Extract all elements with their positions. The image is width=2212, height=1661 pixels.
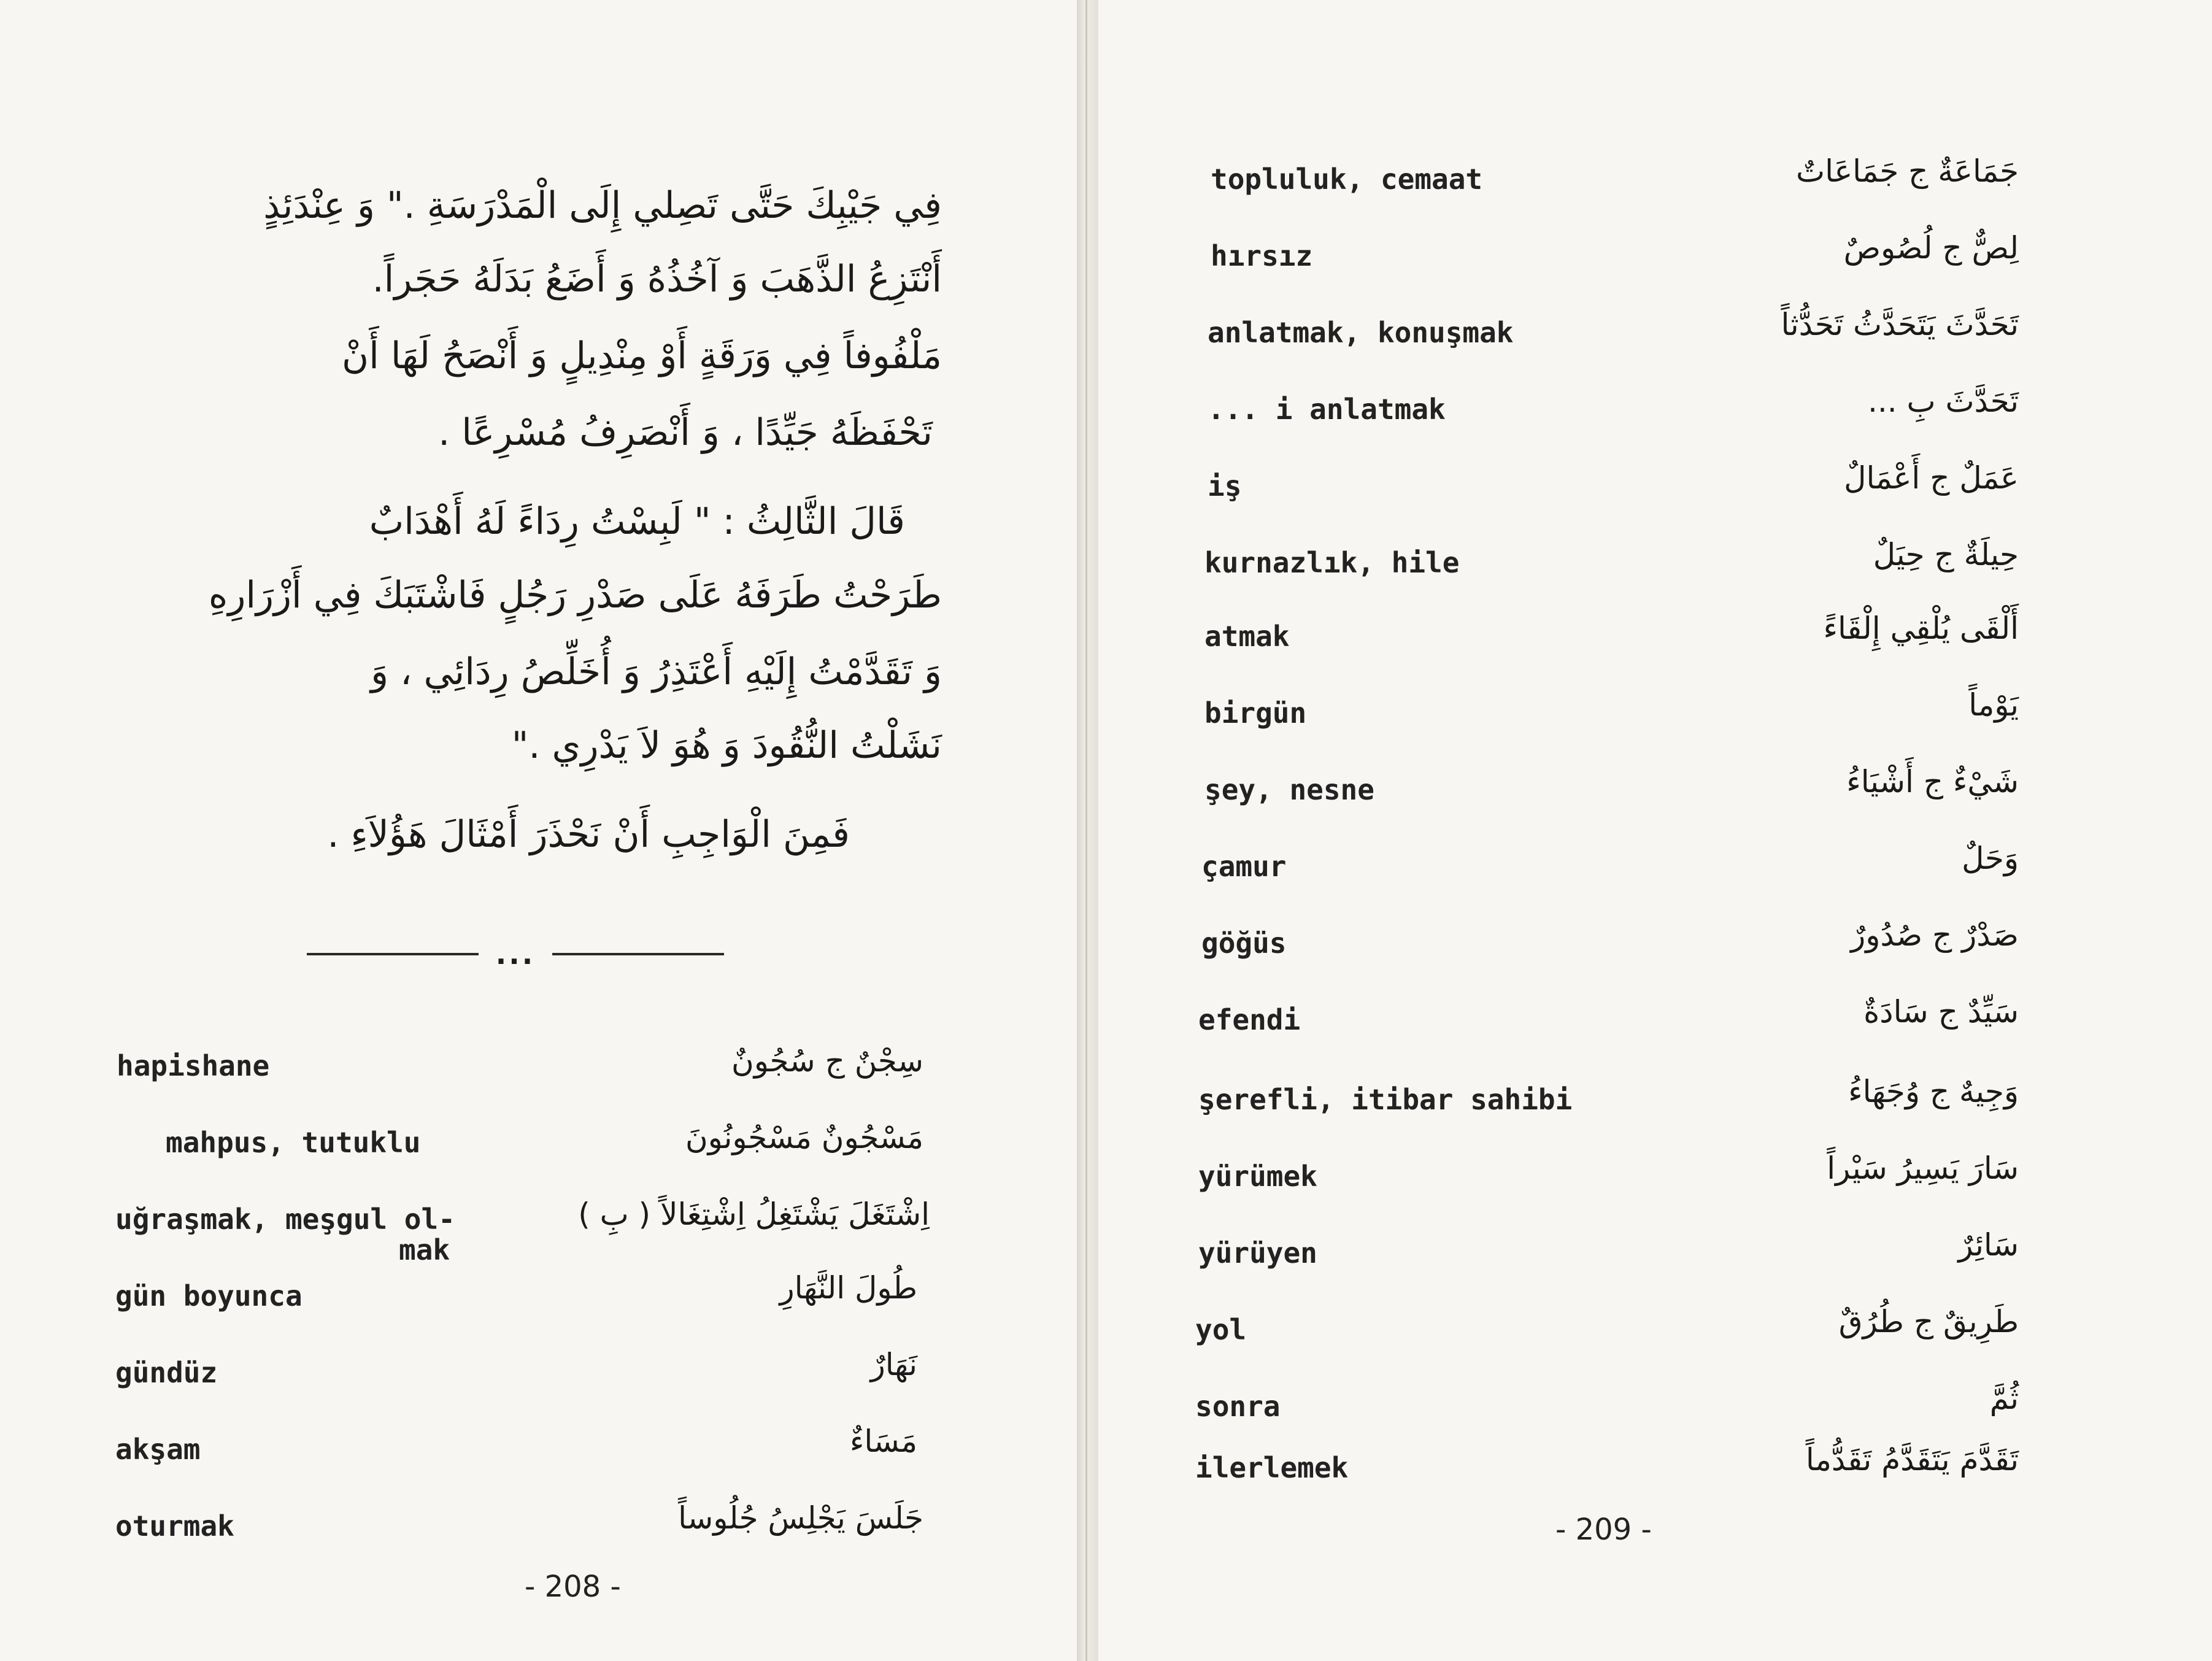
vocab-tr-hapishane: hapishane [117,1049,270,1082]
vocab-tr-yuruyen: yürüyen [1198,1236,1317,1270]
passage-line-3: مَلْفُوفاً فِي وَرَقَةٍ أَوْ مِنْدِيلٍ وَ أَنْصَحُ لَهَا أَنْ [342,334,942,377]
vocab-tr-mahpus: mahpus, tutuklu [166,1126,421,1159]
vocab-tr-sonra: sonra [1195,1390,1281,1423]
vocab-tr-kurnazlik: kurnazlık, hile [1204,546,1460,579]
vocab-ar-sey: شَيْءٌ ج أَشْيَاءُ [1846,764,2019,800]
vocab-ar-kurnazlik: حِيلَةٌ ج حِيَلٌ [1873,537,2019,572]
vocab-ar-sonra: ثُمَّ [1989,1381,2019,1416]
book-gutter [1077,0,1098,1661]
vocab-tr-birgun: birgün [1204,696,1307,730]
vocab-tr-efendi: efendi [1198,1003,1301,1036]
vocab-tr-i-anlatmak: ... i anlatmak [1208,393,1446,426]
vocab-tr-topluluk: topluluk, cemaat [1211,163,1483,196]
vocab-ar-atmak: أَلْقَى يُلْقِي إِلْقَاءً [1823,611,2019,646]
passage-line-1: فِي جَيْبِكَ حَتَّى تَصِلي إِلَى الْمَدْرَسَةِ ." وَ عِنْدَئِذٍ [263,184,942,227]
vocab-ar-ugrasmak: اِشْتَغَلَ يَشْتَغِلُ اِشْتِغَالاً ( بِ ) [578,1197,930,1232]
passage-line-6: طَرَحْتُ طَرَفَهُ عَلَى صَدْرِ رَجُلٍ فَاشْتَبَكَ فِي أَزْرَارِهِ [208,574,942,617]
passage-line-4: تَحْفَظَهُ جَيِّدًا ، وَ أَنْصَرِفُ مُسْرِعًا . [438,411,933,454]
vocab-ar-gogus: صَدْرٌ ج صُدُورٌ [1851,917,2019,953]
vocab-tr-yol: yol [1195,1313,1247,1346]
page-number-left: - 208 - [525,1570,621,1604]
left-page [0,0,1077,1661]
vocab-tr-hirsiz: hırsız [1211,239,1313,272]
vocab-ar-i-anlatmak: تَحَدَّثَ بِ ... [1867,383,2019,419]
passage-line-2: أَنْتَزِعُ الذَّهَبَ وَ آخُذُهُ وَ أَضَعُ بَدَلَهُ حَجَراً. [372,258,942,301]
vocab-ar-is: عَمَلٌ ج أَعْمَالٌ [1844,460,2019,496]
vocab-tr-sey: şey, nesne [1204,773,1374,806]
vocab-ar-hirsiz: لِصٌّ ج لُصُوصٌ [1843,230,2019,266]
vocab-ar-birgun: يَوْماً [1968,687,2019,723]
vocab-tr-anlatmak: anlatmak, konuşmak [1208,316,1514,349]
vocab-ar-gun-boyunca: طُولَ النَّهَارِ [779,1270,917,1306]
vocab-ar-aksam: مَسَاءٌ [849,1424,917,1459]
passage-line-9: فَمِنَ الْوَاجِبِ أَنْ نَحْذَرَ أَمْثَالَ هَؤُلاَءِ . [327,813,850,856]
vocab-tr-serefli: şerefli, itibar sahibi [1198,1083,1573,1116]
vocab-tr-oturmak: oturmak [115,1509,234,1543]
vocab-tr-aksam: akşam [115,1433,201,1466]
vocab-ar-yurumek: سَارَ يَسِيرُ سَيْراً [1827,1150,2019,1186]
vocab-ar-camur: وَحَلٌ [1962,841,2019,876]
vocab-ar-serefli: وَجِيهٌ ج وُجَهَاءُ [1848,1074,2019,1109]
vocab-ar-gunduz: نَهَارٌ [870,1347,917,1382]
vocab-tr-atmak: atmak [1204,620,1290,653]
page-number-right: - 209 - [1555,1513,1652,1547]
passage-line-5: قَالَ الثَّالِثُ : " لَبِسْتُ رِدَاءً لَهُ أَهْدَابٌ [369,500,905,543]
vocab-tr-ugrasmak: uğraşmak, meşgul ol- [115,1203,455,1236]
vocab-tr-gunduz: gündüz [115,1356,218,1389]
right-page [1098,0,2212,1661]
vocab-tr-gogus: göğüs [1201,927,1287,960]
vocab-tr-ilerlemek: ilerlemek [1195,1451,1349,1484]
divider-dots: ... [495,938,536,971]
vocab-tr-is: iş [1208,469,1242,503]
vocab-ar-hapishane: سِجْنٌ ج سُجُونٌ [731,1043,923,1079]
vocab-ar-ilerlemek: تَقَدَّمَ يَتَقَدَّمُ تَقَدُّماً [1805,1442,2019,1478]
vocab-ar-topluluk: جَمَاعَةٌ ج جَمَاعَاتٌ [1796,153,2019,189]
passage-line-8: نَشَلْتُ النُّقُودَ وَ هُوَ لاَ يَدْرِي ." [511,724,942,767]
divider-rule-right [552,953,724,955]
vocab-tr-yurumek: yürümek [1198,1160,1317,1193]
vocab-ar-yol: طَرِيقٌ ج طُرُقٌ [1838,1304,2019,1339]
section-divider [307,936,724,973]
vocab-ar-oturmak: جَلَسَ يَجْلِسُ جُلُوساً [678,1500,923,1536]
divider-rule-left [307,953,479,955]
vocab-ar-yuruyen: سَائِرٌ [1958,1227,2019,1263]
vocab-tr-gun-boyunca: gün boyunca [115,1279,303,1312]
passage-line-7: وَ تَقَدَّمْتُ إِلَيْهِ أَعْتَذِرُ وَ أُخَلِّصُ رِدَائِي ، وَ [371,650,942,693]
vocab-ar-efendi: سَيِّدٌ ج سَادَةٌ [1863,994,2019,1030]
vocab-tr-camur: çamur [1201,850,1287,883]
vocab-ar-anlatmak: تَحَدَّثَ يَتَحَدَّثُ تَحَدُّثاً [1781,307,2019,342]
vocab-tr-ugrasmak-cont: mak [399,1233,450,1266]
vocab-ar-mahpus: مَسْجُونٌ مَسْجُونُونَ [685,1120,923,1155]
